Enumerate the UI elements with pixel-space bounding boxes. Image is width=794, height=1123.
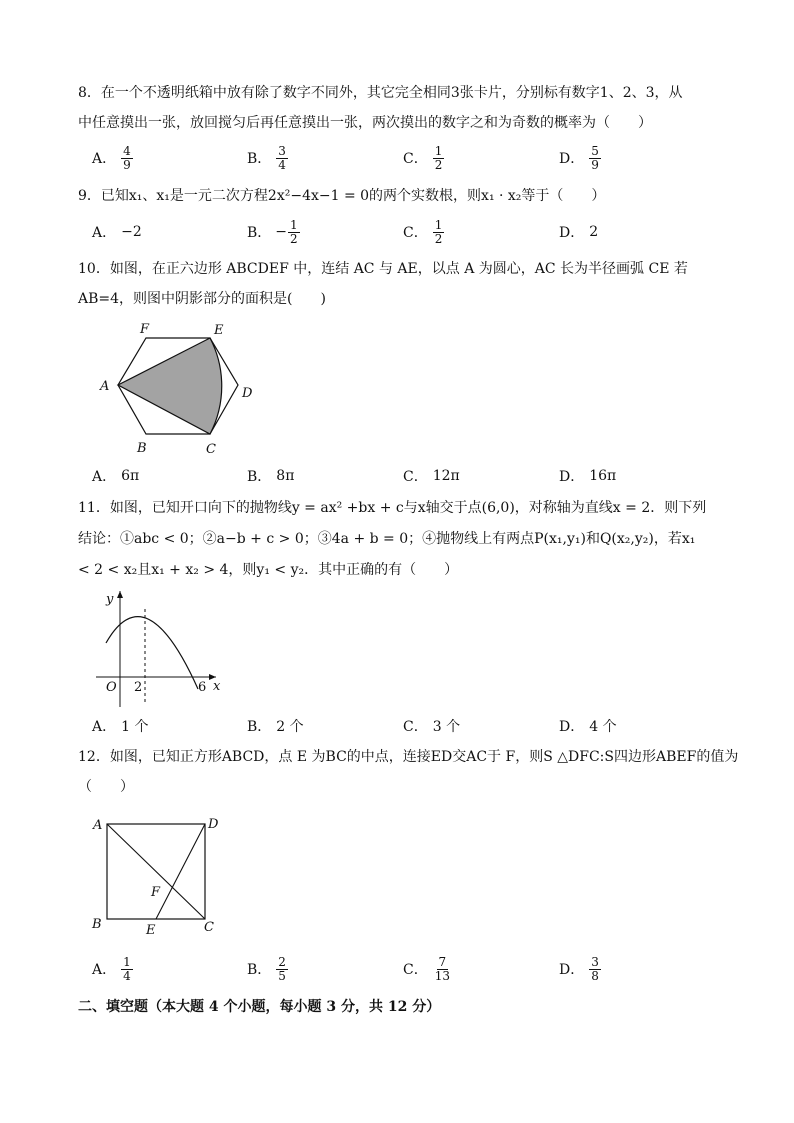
square-figure [88,810,238,940]
fraction: $\frac{4}{9}$ [123,143,131,172]
q9-option-b[interactable]: B． − $\frac{1}{2}$ [247,217,298,246]
q10-option-c[interactable]: C． 12π [403,468,460,485]
q8-option-b[interactable]: B． $\frac{3}{4}$ [247,143,286,172]
q12-options [92,953,732,985]
q11-stem-line1: 11．如图，已知开口向下的抛物线y = ax² +bx + c与x轴交于点(6,0)，对称轴为直线x = 2．则下列 [78,500,707,516]
label-d: D [242,386,253,401]
label-x: x [213,679,221,694]
q11-option-d[interactable]: D． 4 个 [559,719,617,735]
fraction: $\frac{1}{2}$ [434,217,443,246]
label-a: A [93,818,103,833]
label-f: F [151,885,161,900]
y-axis-arrow [117,591,123,598]
label-e: E [214,323,224,338]
q11-option-a[interactable]: A． 1 个 [92,719,149,735]
q10-stem-line1: 10．如图，在正六边形 ABCDEF 中，连结 AC 与 AE，以点 A 为圆心，AC 长为半径画弧 CE 若 [78,261,688,277]
fraction: $\frac{3}{8}$ [591,954,599,983]
label-f: F [140,322,150,337]
q8-stem-line2: 中任意摸出一张，放回搅匀后再任意摸出一张，两次摸出的数字之和为奇数的概率为（ ） [78,115,652,131]
q11-stem-line3: < 2 < x₂且x₁ + x₂ > 4，则y₁ < y₂．其中正确的有（ ） [78,562,459,578]
q12-stem-line1: 12．如图，已知正方形ABCD，点 E 为BC的中点，连接ED交AC于 F，则S △DFC:S四边形ABEF的值为 [78,749,739,765]
q10-options [92,460,732,492]
parabola-figure [92,585,232,715]
q8-option-a[interactable]: A． $\frac{4}{9}$ [92,143,131,172]
q8-options [92,142,732,174]
label-b: B [137,441,147,456]
label-c: C [206,442,216,457]
q11-options [92,710,732,742]
q10-option-d[interactable]: D． 16π [559,468,617,485]
q8-option-c[interactable]: C． $\frac{1}{2}$ [403,143,443,172]
hexagon-figure [92,320,262,460]
fraction: $\frac{1}{4}$ [123,954,131,983]
q9-option-a[interactable]: A． −2 [92,224,142,241]
q9-option-d[interactable]: D． 2 [559,224,599,241]
q8-stem-line1: 8．在一个不透明纸箱中放有除了数字不同外，其它完全相同3张卡片，分别标有数字1、2、3，从 [78,85,683,101]
q10-option-b[interactable]: B． 8π [247,468,295,485]
fraction: $\frac{7}{13}$ [434,954,450,983]
label-y: y [106,592,114,607]
label-b: B [92,917,102,932]
q12-option-b[interactable]: B． $\frac{2}{5}$ [247,954,286,983]
q11-option-c[interactable]: C． 3 个 [403,719,461,735]
section-2-title: 二、填空题（本大题 4 个小题，每小题 3 分，共 12 分） [78,999,441,1015]
segment-ed [156,824,205,919]
q9-option-c[interactable]: C． $\frac{1}{2}$ [403,217,443,246]
label-a: A [100,379,110,394]
fraction: $\frac{5}{9}$ [591,143,599,172]
q10-option-a[interactable]: A． 6π [92,468,140,485]
label-e: E [146,923,156,938]
label-two: 2 [134,680,143,695]
q12-option-a[interactable]: A． $\frac{1}{4}$ [92,954,131,983]
fraction: $\frac{1}{2}$ [434,143,443,172]
q11-stem-line2: 结论：①abc < 0；②a−b + c > 0；③4a + b = 0；④抛物线上有两点P(x₁,y₁)和Q(x₂,y₂)，若x₁ [78,531,696,547]
diagonal-ac [107,824,205,919]
q12-stem-line2: （ ） [78,779,134,795]
q11-option-b[interactable]: B． 2 个 [247,719,304,735]
label-six: 6 [198,680,207,695]
label-origin: O [106,680,117,695]
q10-stem-line2: AB=4，则图中阴影部分的面积是( ) [78,291,326,307]
fraction: $\frac{1}{2}$ [290,217,298,246]
fraction: $\frac{3}{4}$ [278,143,286,172]
q8-option-d[interactable]: D． $\frac{5}{9}$ [559,143,599,172]
label-c: C [204,920,214,935]
q9-options [92,216,732,248]
fraction: $\frac{2}{5}$ [278,954,286,983]
q9-stem-line1: 9．已知x₁、x₁是一元二次方程2x²−4x−1 = 0的两个实数根，则x₁ · x₂等于（ ） [78,188,606,204]
q12-option-d[interactable]: D． $\frac{3}{8}$ [559,954,599,983]
shaded-sector [118,338,222,434]
q12-option-c[interactable]: C． $\frac{7}{13}$ [403,954,450,983]
label-d: D [208,817,219,832]
